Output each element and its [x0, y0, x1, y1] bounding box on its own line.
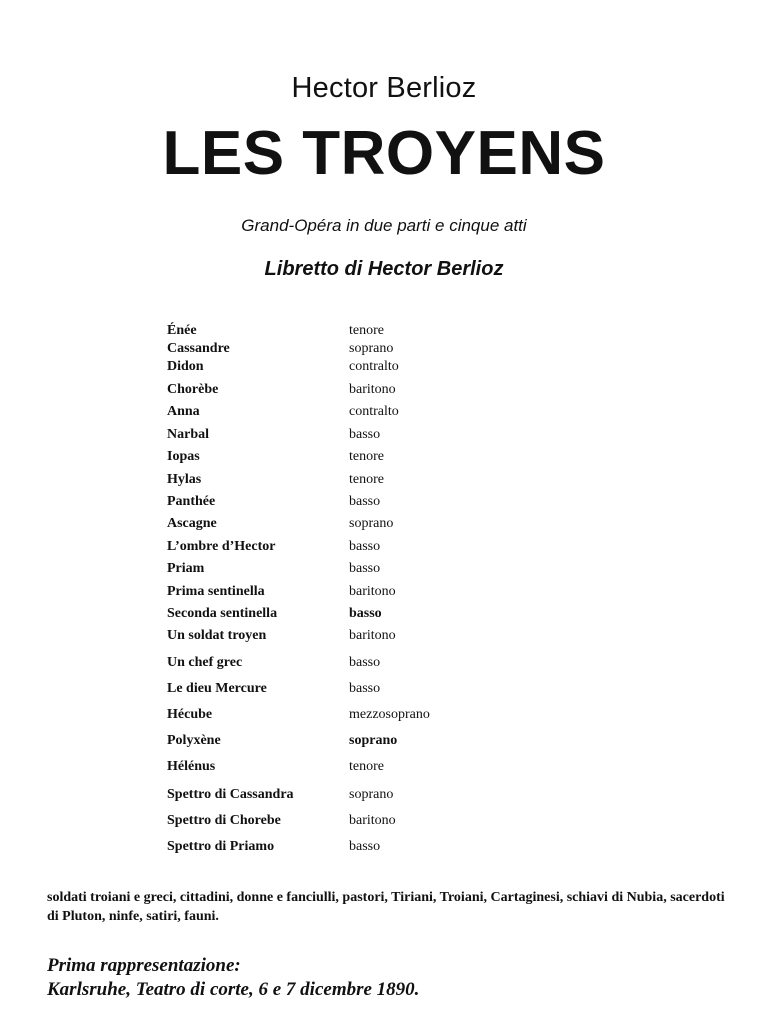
cast-row [167, 583, 567, 601]
chorus-list: soldati troiani e greci, cittadini, donne e fanciulli, pastori, Tiriani, Troiani, Cartaginesi, schiavi di Nubia, sacerdoti di Pluton, ninfe, satiri, fauni. [47, 890, 725, 924]
voice-type: tenore [349, 759, 384, 774]
composer-name: Hector Berlioz [291, 72, 477, 104]
voice-type: soprano [349, 787, 394, 802]
character-name: Narbal [167, 427, 209, 442]
character-name: Didon [167, 359, 204, 374]
opera-title: LES TROYENS [162, 119, 606, 188]
character-name: Seconda sentinella [167, 606, 278, 621]
voice-type: basso [349, 494, 381, 509]
voice-type: basso [349, 839, 381, 854]
cast-row [167, 538, 567, 556]
cast-row [167, 381, 567, 399]
cast-row [167, 560, 567, 578]
character-name: Un soldat troyen [167, 628, 267, 643]
cast-row [167, 838, 567, 856]
cast-row [167, 732, 567, 750]
cast-row [167, 358, 567, 376]
voice-type: basso [349, 427, 381, 442]
character-name: Spettro di Chorebe [167, 813, 281, 828]
cast-row [167, 322, 567, 340]
cast-row [167, 340, 567, 358]
voice-type: basso [349, 655, 381, 670]
voice-type: baritono [349, 628, 396, 643]
voice-type: soprano [349, 341, 394, 356]
cast-row [167, 812, 567, 830]
voice-type: soprano [349, 516, 394, 531]
character-name: Le dieu Mercure [167, 681, 267, 696]
character-name: Hécube [167, 707, 213, 722]
cast-row [167, 448, 567, 466]
cast-row [167, 786, 567, 804]
character-name: Hélénus [167, 759, 216, 774]
voice-type: baritono [349, 584, 396, 599]
character-name: Un chef grec [167, 655, 243, 670]
libretto-credit: Libretto di Hector Berlioz [264, 258, 504, 280]
premiere-heading: Prima rappresentazione: [47, 955, 241, 976]
voice-type: tenore [349, 449, 384, 464]
cast-row [167, 627, 567, 645]
voice-type: mezzosoprano [349, 707, 430, 722]
character-name: Ascagne [167, 516, 217, 531]
character-name: Priam [167, 561, 205, 576]
cast-row [167, 605, 567, 623]
voice-type: tenore [349, 472, 384, 487]
voice-type: contralto [349, 404, 399, 419]
character-name: L’ombre d’Hector [167, 539, 276, 554]
opera-subtitle: Grand-Opéra in due parti e cinque atti [241, 216, 527, 235]
character-name: Iopas [167, 449, 200, 464]
character-name: Prima sentinella [167, 584, 265, 599]
character-name: Anna [167, 404, 200, 419]
cast-row [167, 515, 567, 533]
character-name: Chorèbe [167, 382, 219, 397]
character-name: Énée [167, 323, 197, 338]
character-name: Panthée [167, 494, 216, 509]
voice-type: soprano [349, 733, 398, 748]
voice-type: tenore [349, 323, 384, 338]
character-name: Polyxène [167, 733, 221, 748]
cast-row [167, 706, 567, 724]
premiere-note [47, 954, 737, 1002]
premiere-details: Karlsruhe, Teatro di corte, 6 e 7 dicembre 1890. [47, 979, 420, 1000]
cast-row [167, 471, 567, 489]
character-name: Hylas [167, 472, 202, 487]
cast-row [167, 680, 567, 698]
voice-type: basso [349, 539, 381, 554]
voice-type: basso [349, 561, 381, 576]
character-name: Cassandre [167, 341, 230, 356]
cast-row [167, 493, 567, 511]
cast-row [167, 654, 567, 672]
voice-type: basso [349, 606, 382, 621]
voice-type: contralto [349, 359, 399, 374]
cast-row [167, 403, 567, 421]
voice-type: baritono [349, 813, 396, 828]
character-name: Spettro di Priamo [167, 839, 275, 854]
cast-row [167, 758, 567, 776]
cast-row [167, 426, 567, 444]
voice-type: baritono [349, 382, 396, 397]
character-name: Spettro di Cassandra [167, 787, 294, 802]
voice-type: basso [349, 681, 381, 696]
